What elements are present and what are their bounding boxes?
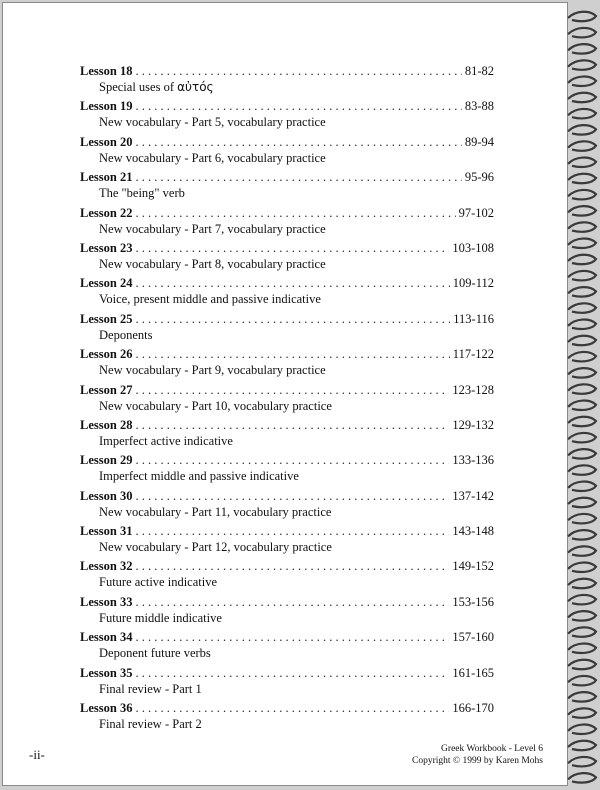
page-range: 89-94 <box>464 134 494 149</box>
footer-credits <box>412 743 543 767</box>
dot-leader <box>135 311 450 327</box>
toc-entry <box>80 700 494 735</box>
toc-entry-heading-row <box>80 240 494 256</box>
spiral-coil <box>568 465 596 474</box>
spiral-coil <box>568 271 596 280</box>
workbook-page <box>2 2 568 786</box>
lesson-description <box>80 433 494 450</box>
spiral-coil <box>568 141 596 150</box>
lesson-title: Lesson 23 <box>80 240 133 255</box>
spiral-coil <box>568 368 596 377</box>
lesson-description-text: Final review - Part 1 <box>99 681 202 696</box>
dot-leader <box>135 488 449 504</box>
spiral-coil <box>568 725 596 734</box>
spiral-coil <box>568 239 596 248</box>
toc-entry-heading-row <box>80 169 494 185</box>
lesson-title: Lesson 18 <box>80 64 133 78</box>
toc-entry <box>80 452 494 487</box>
lesson-title: Lesson 30 <box>80 488 133 503</box>
dot-leader <box>135 169 461 185</box>
spiral-coil <box>568 158 596 167</box>
dot-leader <box>135 665 449 681</box>
spiral-coil <box>568 498 596 507</box>
spiral-coil <box>568 222 596 231</box>
lesson-title: Lesson 36 <box>80 701 133 716</box>
lesson-description-text: Imperfect middle and passive indicative <box>99 469 299 484</box>
lesson-description <box>80 256 494 273</box>
page-range: 161-165 <box>452 665 494 680</box>
lesson-title: Lesson 27 <box>80 382 133 397</box>
toc-entry <box>80 63 494 98</box>
lesson-title: Lesson 19 <box>80 99 133 114</box>
spiral-coil <box>568 692 596 701</box>
lesson-description-text: New vocabulary - Part 5, vocabulary practice <box>99 115 326 130</box>
page-range: 129-132 <box>452 417 494 432</box>
spiral-coil <box>568 433 596 442</box>
dot-leader <box>135 417 449 433</box>
dot-leader <box>135 240 449 256</box>
lesson-description-text: Future active indicative <box>99 575 218 590</box>
spiral-coil <box>568 303 596 312</box>
lesson-description-text: Voice, present middle and passive indicative <box>99 292 321 307</box>
toc-entry-heading-row <box>80 594 494 610</box>
lesson-title: Lesson 29 <box>80 453 133 468</box>
page-range: 166-170 <box>452 701 494 716</box>
spiral-coil <box>568 352 596 361</box>
dot-leader <box>135 63 461 79</box>
spiral-coil <box>568 60 596 69</box>
table-of-contents <box>80 63 494 735</box>
lesson-title: Lesson 33 <box>80 594 133 609</box>
lesson-description <box>80 291 494 308</box>
spiral-coil <box>568 206 596 215</box>
lesson-description <box>80 574 494 591</box>
toc-entry-heading-row <box>80 63 494 79</box>
spiral-coil <box>568 174 596 183</box>
spiral-coil <box>568 12 596 21</box>
spiral-coil <box>568 579 596 588</box>
lesson-title: Lesson 24 <box>80 276 133 291</box>
page-range: 97-102 <box>458 205 494 220</box>
lesson-description-text: New vocabulary - Part 8, vocabulary practice <box>99 256 326 271</box>
lesson-description <box>80 327 494 344</box>
lesson-description <box>80 398 494 415</box>
lesson-description-text: New vocabulary - Part 6, vocabulary practice <box>99 150 326 165</box>
toc-entry-heading-row <box>80 488 494 504</box>
lesson-description <box>80 362 494 379</box>
dot-leader <box>135 98 461 114</box>
lesson-description <box>80 79 494 96</box>
dot-leader <box>135 346 449 362</box>
spiral-coil <box>568 757 596 766</box>
spiral-coil <box>568 546 596 555</box>
lesson-description <box>80 504 494 521</box>
toc-entry-heading-row <box>80 275 494 291</box>
toc-entry <box>80 594 494 629</box>
toc-entry-heading-row <box>80 346 494 362</box>
toc-entry-heading-row <box>80 523 494 539</box>
toc-entry <box>80 665 494 700</box>
spiral-coil <box>568 482 596 491</box>
page-range: 83-88 <box>464 99 494 114</box>
toc-entry-heading-row <box>80 382 494 398</box>
page-range: 143-148 <box>452 524 494 539</box>
spiral-coil <box>568 530 596 539</box>
lesson-title: Lesson 22 <box>80 205 133 220</box>
spiral-coil <box>568 449 596 458</box>
spiral-coil <box>568 708 596 717</box>
dot-leader <box>135 382 449 398</box>
toc-entry-heading-row <box>80 134 494 150</box>
toc-entry-heading-row <box>80 700 494 716</box>
spiral-coil <box>568 28 596 37</box>
lesson-description-text: Future middle indicative <box>99 610 222 625</box>
lesson-title: Lesson 25 <box>80 311 133 326</box>
dot-leader <box>135 134 461 150</box>
spiral-coil <box>568 190 596 199</box>
toc-entry-heading-row <box>80 98 494 114</box>
page-range: 95-96 <box>464 170 494 185</box>
spiral-coil <box>568 77 596 86</box>
book-title: Greek Workbook - Level 6 <box>441 744 543 754</box>
lesson-description <box>80 610 494 627</box>
toc-entry <box>80 98 494 133</box>
spiral-coil <box>568 676 596 685</box>
spiral-coil <box>568 384 596 393</box>
page-range: 157-160 <box>452 630 494 645</box>
lesson-description-text: New vocabulary - Part 7, vocabulary practice <box>99 221 326 236</box>
toc-entry-heading-row <box>80 558 494 574</box>
lesson-title: Lesson 32 <box>80 559 133 574</box>
toc-entry-heading-row <box>80 665 494 681</box>
page-range: 117-122 <box>452 347 494 362</box>
page-range: 123-128 <box>452 382 494 397</box>
page-range: 133-136 <box>452 453 494 468</box>
spiral-coil <box>568 611 596 620</box>
lesson-description <box>80 221 494 238</box>
toc-entry <box>80 417 494 452</box>
spiral-coil <box>568 417 596 426</box>
lesson-description <box>80 185 494 202</box>
dot-leader <box>135 205 455 221</box>
lesson-title: Lesson 26 <box>80 347 133 362</box>
lesson-description <box>80 645 494 662</box>
dot-leader <box>135 700 449 716</box>
spiral-coil <box>568 255 596 264</box>
toc-entry <box>80 169 494 204</box>
lesson-description-text: New vocabulary - Part 12, vocabulary practice <box>99 540 332 555</box>
toc-entry <box>80 523 494 558</box>
lesson-description-text: Special uses of <box>99 80 178 94</box>
spiral-coil <box>568 644 596 653</box>
toc-entry-heading-row <box>80 205 494 221</box>
toc-entry <box>80 275 494 310</box>
toc-entry <box>80 488 494 523</box>
lesson-title: Lesson 28 <box>80 417 133 432</box>
toc-entry <box>80 311 494 346</box>
spiral-coil <box>568 627 596 636</box>
lesson-description-text: New vocabulary - Part 9, vocabulary practice <box>99 363 326 378</box>
dot-leader <box>135 558 449 574</box>
toc-entry <box>80 205 494 240</box>
spiral-coil <box>568 320 596 329</box>
toc-entry <box>80 134 494 169</box>
spiral-coil <box>568 741 596 750</box>
spiral-coil <box>568 44 596 53</box>
spiral-coil <box>568 514 596 523</box>
toc-entry <box>80 240 494 275</box>
toc-entry <box>80 382 494 417</box>
lesson-description-text: Imperfect active indicative <box>99 433 233 448</box>
dot-leader <box>135 594 449 610</box>
toc-entry-heading-row <box>80 629 494 645</box>
lesson-description-text: Deponent future verbs <box>99 646 211 661</box>
lesson-description <box>80 539 494 556</box>
dot-leader <box>135 629 449 645</box>
page-range: 81-82 <box>464 64 494 78</box>
lesson-description <box>80 681 494 698</box>
greek-word: αὐτός <box>177 80 214 94</box>
page-range: 149-152 <box>452 559 494 574</box>
lesson-title: Lesson 20 <box>80 134 133 149</box>
toc-entry-heading-row <box>80 311 494 327</box>
lesson-description <box>80 716 494 733</box>
lesson-description-text: Final review - Part 2 <box>99 717 202 732</box>
spiral-coil <box>568 93 596 102</box>
spiral-coil <box>568 109 596 118</box>
dot-leader <box>135 452 449 468</box>
lesson-title: Lesson 34 <box>80 630 133 645</box>
lesson-title: Lesson 31 <box>80 524 133 539</box>
spiral-coil <box>568 595 596 604</box>
page-range: 103-108 <box>452 240 494 255</box>
toc-entry-heading-row <box>80 417 494 433</box>
lesson-title: Lesson 21 <box>80 170 133 185</box>
copyright-notice: Copyright © 1999 by Karen Mohs <box>412 756 543 766</box>
lesson-description <box>80 150 494 167</box>
spiral-binding <box>566 4 600 786</box>
lesson-description-text: The "being" verb <box>99 186 185 201</box>
dot-leader <box>135 275 449 291</box>
page-range: 109-112 <box>452 276 494 291</box>
toc-entry <box>80 558 494 593</box>
toc-entry-heading-row <box>80 452 494 468</box>
lesson-description <box>80 114 494 131</box>
dot-leader <box>135 523 449 539</box>
toc-entry <box>80 346 494 381</box>
spiral-coil <box>568 287 596 296</box>
page-number: -ii- <box>29 747 45 762</box>
lesson-description-text: New vocabulary - Part 10, vocabulary practice <box>99 398 332 413</box>
lesson-title: Lesson 35 <box>80 665 133 680</box>
page-range: 153-156 <box>452 594 494 609</box>
toc-entry <box>80 629 494 664</box>
lesson-description-text: New vocabulary - Part 11, vocabulary practice <box>99 504 332 519</box>
spiral-coil <box>568 401 596 410</box>
spiral-coil <box>568 773 596 782</box>
lesson-description-text: Deponents <box>99 327 153 342</box>
page-range: 113-116 <box>453 311 494 326</box>
spiral-coil <box>568 563 596 572</box>
lesson-description <box>80 468 494 485</box>
page-range: 137-142 <box>452 488 494 503</box>
spiral-coil <box>568 336 596 345</box>
spiral-coil <box>568 125 596 134</box>
spiral-coil <box>568 660 596 669</box>
